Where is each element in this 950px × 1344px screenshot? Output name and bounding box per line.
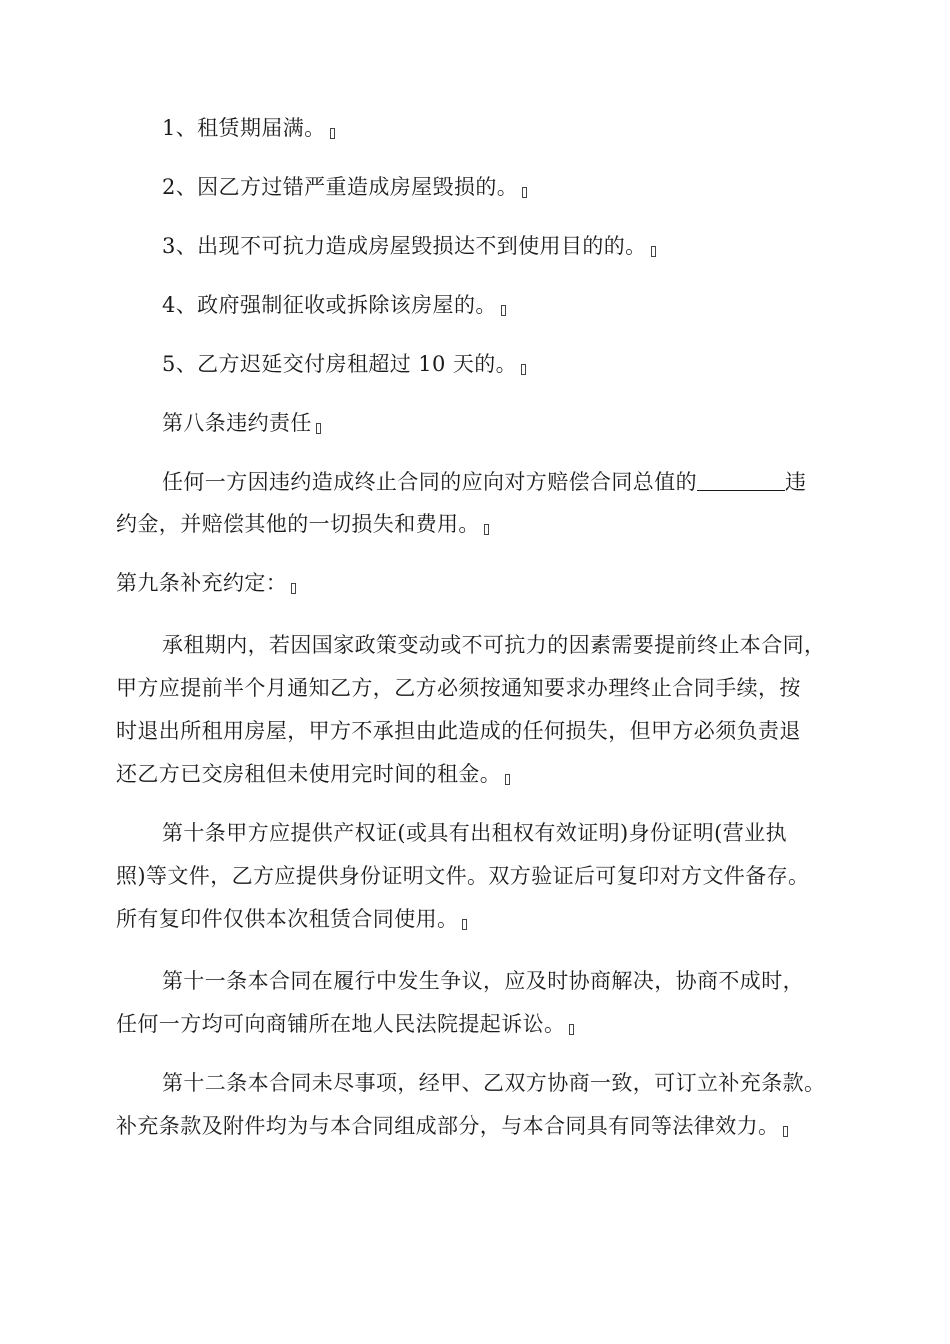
article9-line-3: 时退出所租用房屋，甲方不承担由此造成的任何损失，但甲方必须负责退	[116, 719, 801, 743]
paragraph-mark	[505, 774, 510, 785]
paragraph-mark	[462, 919, 467, 930]
termination-item-4: 4、政府强制征收或拆除该房屋的。	[162, 290, 506, 320]
paragraph-mark	[651, 246, 656, 257]
article8-heading: 第八条违约责任	[162, 408, 321, 438]
paragraph-mark	[569, 1024, 574, 1035]
article9-line-1: 承租期内，若因国家政策变动或不可抗力的因素需要提前终止本合同，	[162, 633, 826, 657]
article9-line-4: 还乙方已交房租但未使用完时间的租金。	[116, 759, 510, 789]
paragraph-mark	[484, 524, 489, 535]
termination-item-1: 1、租赁期届满。	[162, 113, 335, 143]
article10-line-1: 第十条甲方应提供产权证(或具有出租权有效证明)身份证明(营业执	[162, 821, 787, 845]
article12-line-1: 第十二条本合同未尽事项，经甲、乙双方协商一致，可订立补充条款。	[162, 1071, 826, 1095]
paragraph-mark	[291, 583, 296, 594]
article8-line-1: 任何一方因违约造成终止合同的应向对方赔偿合同总值的 违	[162, 470, 807, 494]
article11-line-1: 第十一条本合同在履行中发生争议，应及时协商解决，协商不成时，	[162, 969, 804, 993]
termination-item-5: 5、乙方迟延交付房租超过 10 天的。	[162, 349, 526, 379]
article10-line-2: 照)等文件，乙方应提供身份证明文件。双方验证后可复印对方文件备存。	[116, 864, 810, 888]
article9-heading: 第九条补充约定：	[116, 568, 296, 598]
paragraph-mark	[330, 128, 335, 139]
article11-line-2: 任何一方均可向商铺所在地人民法院提起诉讼。	[116, 1009, 574, 1039]
fill-in-blank	[697, 470, 785, 491]
termination-item-2: 2、因乙方过错严重造成房屋毁损的。	[162, 172, 527, 202]
article9-line-2: 甲方应提前半个月通知乙方，乙方必须按通知要求办理终止合同手续，按	[116, 676, 801, 700]
paragraph-mark	[521, 364, 526, 375]
paragraph-mark	[522, 187, 527, 198]
paragraph-mark	[783, 1126, 788, 1137]
article10-line-3: 所有复印件仅供本次租赁合同使用。	[116, 904, 467, 934]
article12-line-2: 补充条款及附件均为与本合同组成部分，与本合同具有同等法律效力。	[116, 1111, 788, 1141]
termination-item-3: 3、出现不可抗力造成房屋毁损达不到使用目的的。	[162, 231, 656, 261]
paragraph-mark	[316, 423, 321, 434]
paragraph-mark	[501, 305, 506, 316]
article8-line-2: 约金，并赔偿其他的一切损失和费用。	[116, 509, 489, 539]
